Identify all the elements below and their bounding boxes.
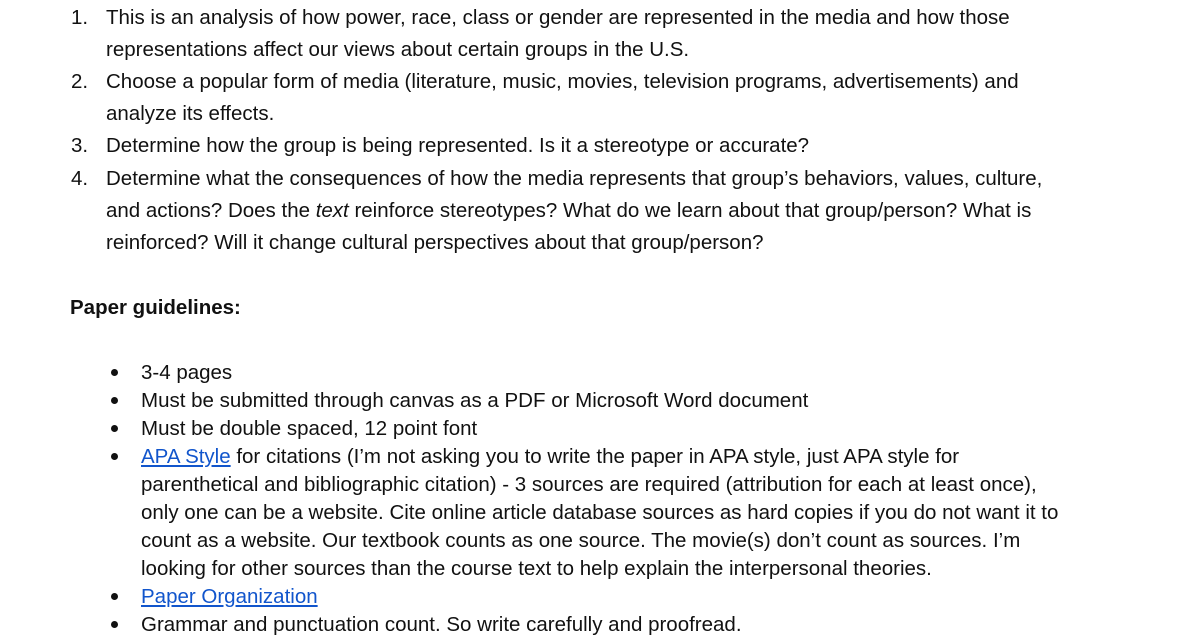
italic-text: text xyxy=(315,199,349,222)
list-item-text: Determine what the consequences of how the media represents that group’s behaviors, values, culture, xyxy=(106,167,1043,190)
list-number: 2. xyxy=(71,70,89,93)
list-number: 4. xyxy=(71,167,89,190)
list-number: 3. xyxy=(71,134,89,157)
list-item-text: Determine how the group is being represented. Is it a stereotype or accurate? xyxy=(106,134,810,157)
paper-organization-link[interactable]: Paper Organization xyxy=(141,585,318,608)
bullet-icon xyxy=(111,453,118,460)
bullet-icon xyxy=(111,369,118,376)
text-segment: for citations (I’m not asking you to write the paper in APA style, just APA style for xyxy=(230,445,960,468)
list-item-text xyxy=(141,585,318,609)
text-segment: and actions? Does the xyxy=(106,199,316,222)
bullet-icon xyxy=(111,425,118,432)
text-segment: reinforce stereotypes? What do we learn about that group/person? What is xyxy=(348,199,1032,222)
bullet-icon xyxy=(111,621,118,628)
list-number: 1. xyxy=(71,6,89,29)
list-item-text: Grammar and punctuation count. So write carefully and proofread. xyxy=(141,613,742,636)
list-item-text: 3-4 pages xyxy=(141,361,233,384)
list-item-text: Choose a popular form of media (literature, music, movies, television programs, advertisements) and xyxy=(106,70,1019,93)
list-item-text: analyze its effects. xyxy=(106,102,275,125)
list-item-text: count as a website. Our textbook counts as one source. The movie(s) don’t count as sources. I’m xyxy=(141,529,1021,552)
bullet-icon xyxy=(111,397,118,404)
list-item-text: representations affect our views about certain groups in the U.S. xyxy=(106,38,690,61)
list-item-text: Must be submitted through canvas as a PDF or Microsoft Word document xyxy=(141,389,809,412)
list-item-text: reinforced? Will it change cultural perspectives about that group/person? xyxy=(106,231,764,254)
list-item-text: This is an analysis of how power, race, class or gender are represented in the media and how those xyxy=(106,6,1010,29)
list-item-text: parenthetical and bibliographic citation) - 3 sources are required (attribution for each at least once), xyxy=(141,473,1037,496)
list-item-text xyxy=(141,445,959,469)
list-item-text: looking for other sources than the course text to help explain the interpersonal theories. xyxy=(141,557,932,580)
list-item-text: only one can be a website. Cite online article database sources as hard copies if you do not want it to xyxy=(141,501,1059,524)
apa-style-link[interactable]: APA Style xyxy=(141,445,231,468)
list-item-text xyxy=(106,199,1031,223)
bullet-icon xyxy=(111,593,118,600)
list-item-text: Must be double spaced, 12 point font xyxy=(141,417,478,440)
section-heading: Paper guidelines: xyxy=(70,296,241,319)
